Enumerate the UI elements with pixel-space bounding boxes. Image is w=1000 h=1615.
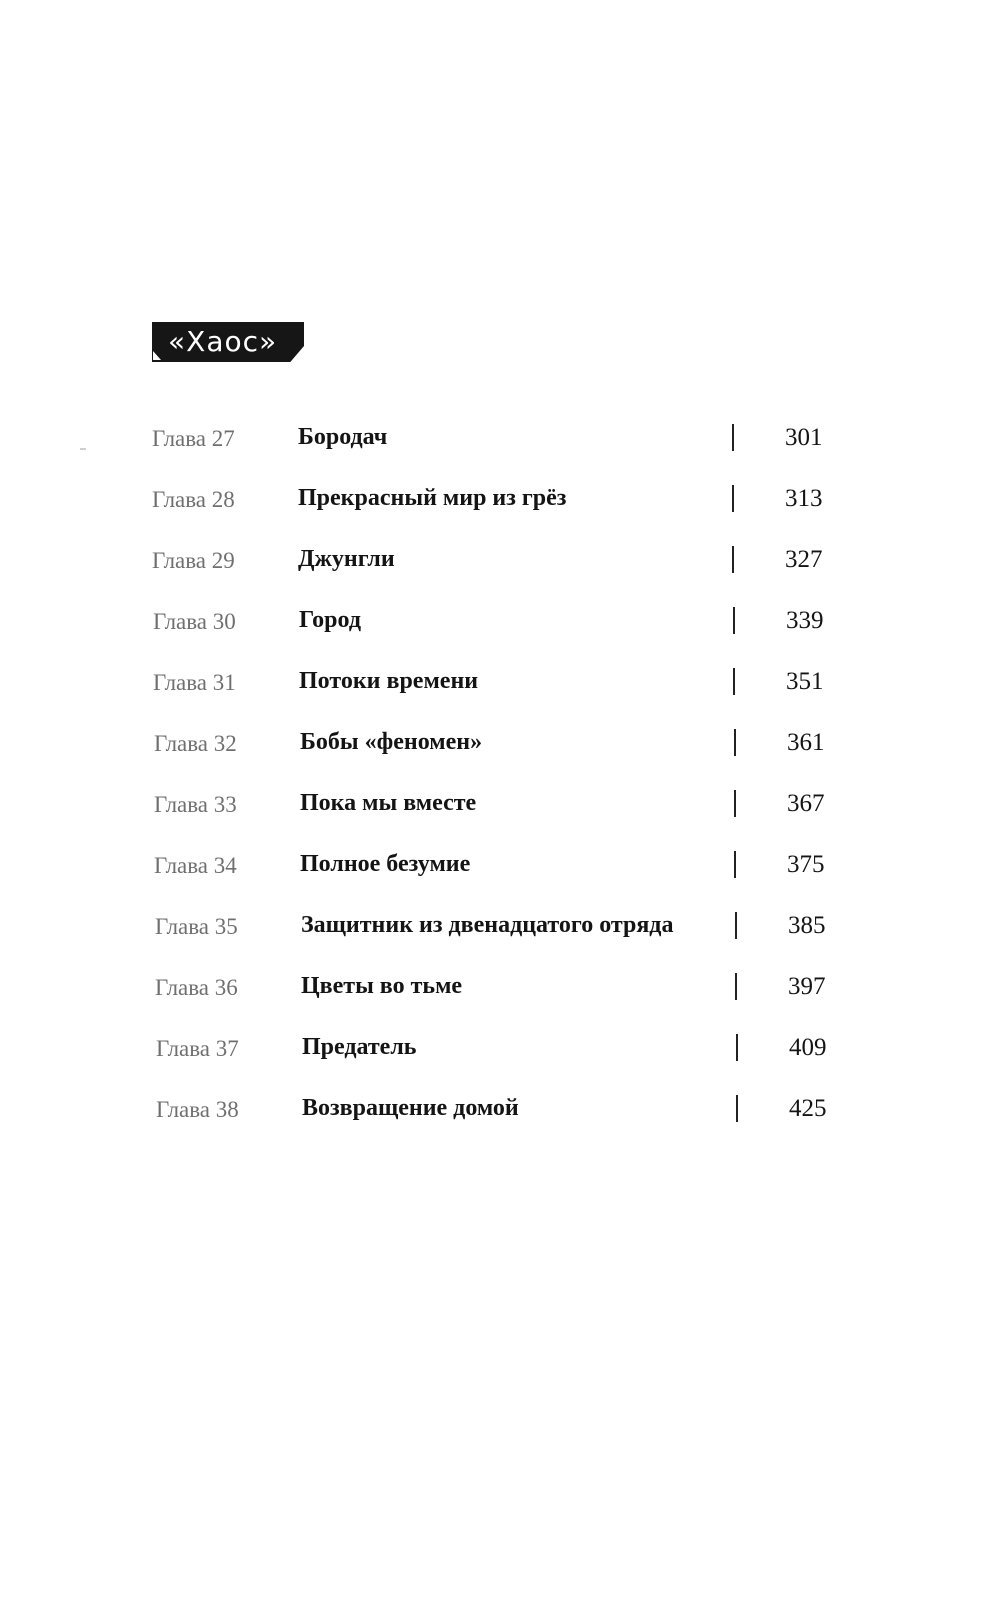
chapter-title: Город <box>299 607 361 633</box>
chapter-title: Потоки времени <box>299 668 479 694</box>
separator-line <box>734 729 736 756</box>
page-number: 351 <box>786 668 824 695</box>
chapter-number: Глава 38 <box>156 1097 239 1122</box>
toc-entry <box>153 603 853 643</box>
chapter-title: Возвращение домой <box>302 1095 519 1121</box>
separator-line <box>736 1034 738 1061</box>
chapter-number: Глава 28 <box>152 487 235 512</box>
toc-entry <box>153 664 853 704</box>
page-number: 367 <box>787 790 825 817</box>
page-number: 385 <box>788 912 826 939</box>
toc-entry <box>154 725 854 765</box>
separator-line <box>733 607 735 634</box>
section-title: «Хаос» <box>168 325 278 358</box>
chapter-number: Глава 29 <box>152 548 235 573</box>
page-speck <box>80 448 86 450</box>
separator-line <box>736 1095 738 1122</box>
chapter-number: Глава 31 <box>153 670 236 695</box>
page-number: 409 <box>789 1034 827 1061</box>
page-number: 301 <box>785 424 823 451</box>
chapter-number: Глава 32 <box>154 731 237 756</box>
chapter-number: Глава 36 <box>155 975 238 1000</box>
toc-entry <box>154 786 854 826</box>
toc-entry <box>156 1091 856 1131</box>
section-tab-corner-mark <box>153 351 161 360</box>
toc-entry <box>155 908 855 948</box>
chapter-title: Предатель <box>302 1034 417 1060</box>
separator-line <box>733 668 735 695</box>
chapter-title: Полное безумие <box>300 851 471 877</box>
separator-line <box>735 912 737 939</box>
chapter-title: Защитник из двенадцатого отряда <box>301 912 674 938</box>
page-number: 425 <box>789 1095 827 1122</box>
chapter-title: Цветы во тьме <box>301 973 463 999</box>
page-number: 397 <box>788 973 826 1000</box>
chapter-title: Бобы «феномен» <box>300 729 483 755</box>
chapter-title: Пока мы вместе <box>300 790 477 816</box>
separator-line <box>734 790 736 817</box>
chapter-number: Глава 37 <box>156 1036 239 1061</box>
toc-entry <box>152 542 852 582</box>
chapter-title: Джунгли <box>298 546 395 572</box>
chapter-number: Глава 35 <box>155 914 238 939</box>
separator-line <box>732 424 734 451</box>
page-number: 327 <box>785 546 823 573</box>
page-number: 375 <box>787 851 825 878</box>
page-number: 313 <box>785 485 823 512</box>
chapter-number: Глава 34 <box>154 853 237 878</box>
chapter-number: Глава 33 <box>154 792 237 817</box>
chapter-title: Прекрасный мир из грёз <box>298 485 567 511</box>
separator-line <box>732 485 734 512</box>
toc-entry <box>154 847 854 887</box>
toc-entry <box>152 481 852 521</box>
toc-entry <box>156 1030 856 1070</box>
toc-entry <box>155 969 855 1009</box>
toc-entry <box>152 420 852 460</box>
page-number: 339 <box>786 607 824 634</box>
chapter-number: Глава 27 <box>152 426 235 451</box>
separator-line <box>732 546 734 573</box>
chapter-title: Бородач <box>298 424 388 450</box>
page-number: 361 <box>787 729 825 756</box>
separator-line <box>734 851 736 878</box>
separator-line <box>735 973 737 1000</box>
chapter-number: Глава 30 <box>153 609 236 634</box>
